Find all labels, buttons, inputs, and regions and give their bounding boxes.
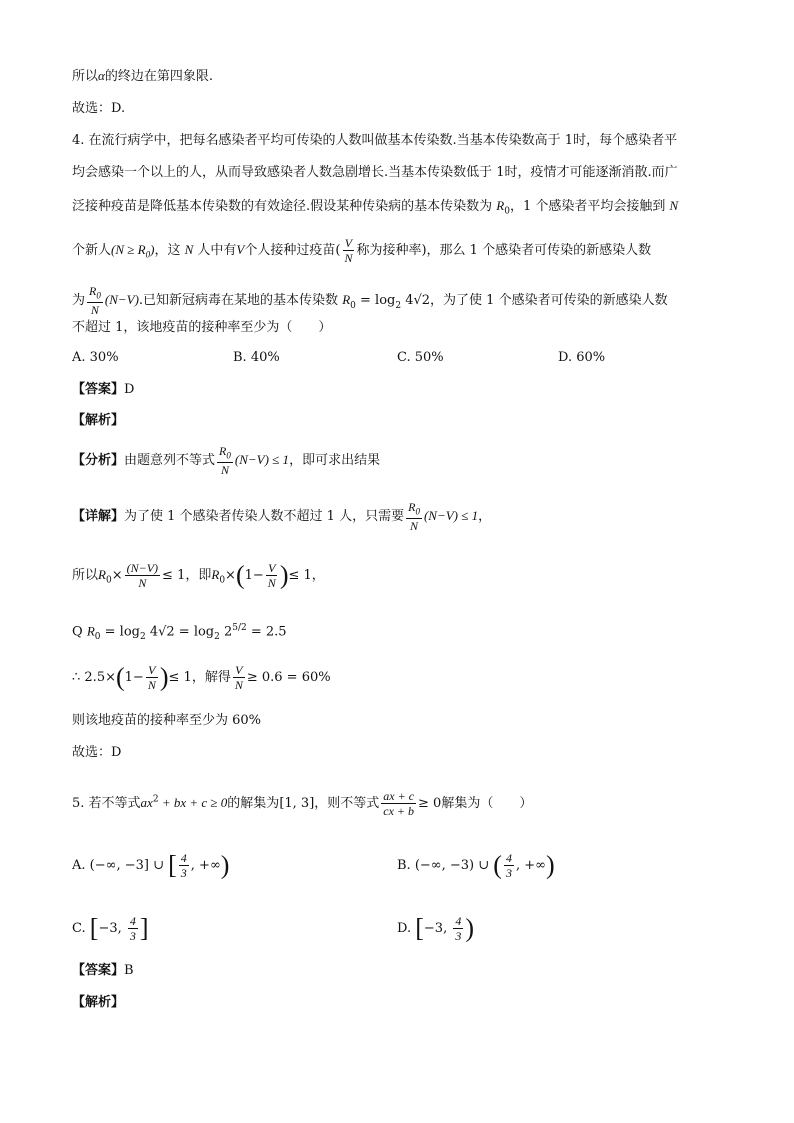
q4-stem-line3: 泛接种疫苗是降低基本传染数的有效途径.假设某种传染病的基本传染数为 $R_0$，1 个感染者平均会接触到 N	[72, 198, 679, 217]
q5-option-c: C. [−3, $\frac{4}{3}$ ]	[72, 913, 149, 943]
q5-answer: 【答案】B	[72, 963, 134, 978]
q5-option-b: B. (−∞, −3) ∪ ( $\frac{4}{3}$ , +∞)	[397, 850, 555, 880]
q4-stem-line6: 不超过 1，该地疫苗的接种率至少为（ ）	[72, 320, 332, 335]
q4-conclusion: 则该地疫苗的接种率至少为 60%	[72, 713, 262, 728]
q5-option-a: A. (−∞, −3] ∪ [ $\frac{4}{3}$ , +∞)	[72, 850, 230, 880]
q4-stem-line5: 为 $\frac{R_0}{N}$ (N−V).已知新冠病毒在某地的基本传染数 $R_0 = \log_2 4√2$，为了使 1 个感染者可传染的新感染人数	[72, 284, 668, 318]
q4-analysis-tag: 【解析】	[72, 413, 125, 428]
q4-detail: 【详解】为了使 1 个感染者传染人数不超过 1 人，只需要 $\frac{R_0}{N}$ (N−V) ≤ 1，	[72, 500, 492, 534]
q4-option-c: C. 50%	[397, 350, 444, 365]
q4-option-b: B. 40%	[233, 350, 280, 365]
prev-choice: 故选：D.	[72, 101, 126, 116]
q5-stem: 5. 若不等式$ax^2$ + bx + c ≥ 0的解集为[1, 3]，则不等式 $\frac{ax + c}{cx + b}$ ≥ 0解集为（ ）	[72, 789, 533, 818]
q5-option-d: D. [−3, $\frac{4}{3}$ )	[397, 913, 475, 943]
q4-option-a: A. 30%	[72, 350, 119, 365]
q4-stem-line2: 均会感染一个以上的人，从而导致感染者人数急剧增长.当基本传染数低于 1时，疫情才可能逐渐消散.而广	[72, 165, 678, 180]
q4-fenxi: 【分析】由题意列不等式 $\frac{R_0}{N}$ (N−V) ≤ 1，即可求出结果	[72, 444, 381, 478]
q4-step3: ∴ 2.5×(1− $\frac{V}{N}$ )≤ 1，解得 $\frac{V}{N}$ ≥ 0.6 = 60%	[72, 662, 331, 692]
q4-step1: 所以$R_0\times$ $\frac{(N-V)}{N}$ ≤ 1，即$R_0\times(1-$ $\frac{V}{N}$ )≤ 1，	[72, 560, 325, 590]
q4-choose: 故选：D	[72, 745, 122, 760]
q4-stem-line4: 个新人$(N \ge R_0)$，这 N 人中有V个人接种过疫苗( $\frac{V}{N}$ 称为接种率)，那么 1 个感染者可传染的新感染人数	[72, 236, 652, 265]
q4-step2: Q $R_0 = \log_2 4√2 = \log_2 2^{5/2} = 2.5$	[72, 623, 287, 642]
q5-analysis-tag: 【解析】	[72, 995, 125, 1010]
q4-option-d: D. 60%	[558, 350, 606, 365]
prev-conclusion: 所以α的终边在第四象限.	[72, 68, 213, 84]
q4-stem-line1: 4. 在流行病学中，把每名感染者平均可传染的人数叫做基本传染数.当基本传染数高于 1时，每个感染者平	[72, 133, 678, 148]
q4-answer: 【答案】D	[72, 382, 135, 397]
